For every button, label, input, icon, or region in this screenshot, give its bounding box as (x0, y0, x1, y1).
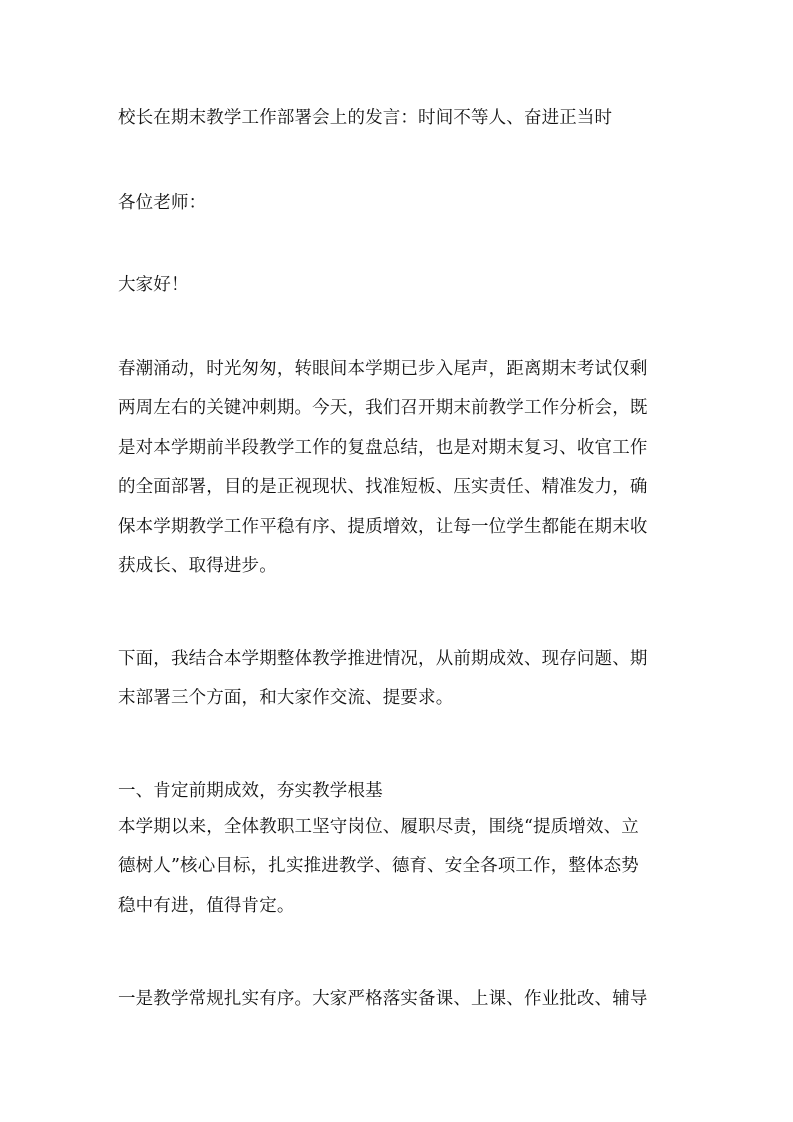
salutation: 各位老师： (118, 193, 207, 213)
paragraph-line: 本学期以来，全体教职工坚守岗位、履职尽责，围绕“提质增效、立 (118, 817, 639, 837)
paragraph-line: 获成长、取得进步。 (118, 556, 277, 576)
paragraph-line: 两周左右的关键冲刺期。今天，我们召开期末前教学工作分析会，既 (118, 398, 648, 418)
paragraph-line: 春潮涌动，时光匆匆，转眼间本学期已步入尾声，距离期末考试仅剩 (118, 359, 648, 379)
paragraph-line: 稳中有进，值得肯定。 (118, 896, 295, 916)
greeting: 大家好！ (118, 275, 189, 295)
paragraph-line: 下面，我结合本学期整体教学推进情况，从前期成效、现存问题、期 (118, 649, 648, 669)
paragraph-line: 德树人”核心目标，扎实推进教学、德育、安全各项工作，整体态势 (118, 856, 639, 876)
paragraph-line: 保本学期教学工作平稳有序、提质增效，让每一位学生都能在期末收 (118, 517, 648, 537)
paragraph-line: 的全面部署，目的是正视现状、找准短板、压实责任、精准发力，确 (118, 477, 648, 497)
document-title: 校长在期末教学工作部署会上的发言：时间不等人、奋进正当时 (118, 108, 613, 128)
paragraph-line: 末部署三个方面，和大家作交流、提要求。 (118, 688, 454, 708)
paragraph-line: 一是教学常规扎实有序。大家严格落实备课、上课、作业批改、辅导 (118, 989, 648, 1009)
paragraph-line: 是对本学期前半段教学工作的复盘总结，也是对期末复习、收官工作 (118, 438, 648, 458)
section-heading: 一、肯定前期成效，夯实教学根基 (118, 781, 383, 801)
